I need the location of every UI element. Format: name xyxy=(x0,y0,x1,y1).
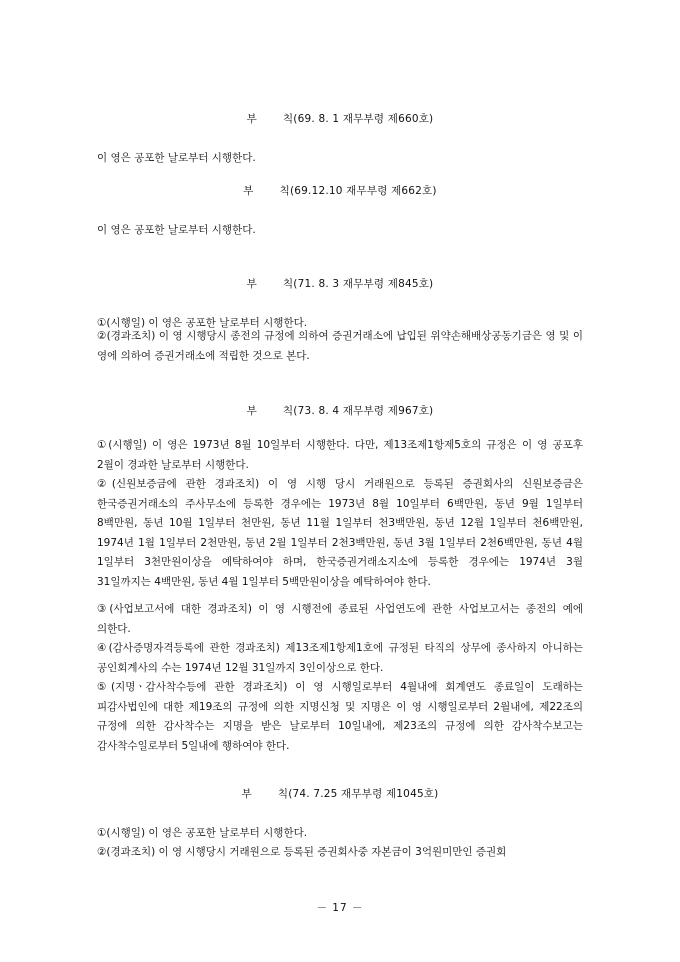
addenda-prefix: 부 xyxy=(241,788,252,800)
addenda-title: 칙(69.12.10 재무부령 제662호) xyxy=(279,185,437,197)
addenda-prefix: 부 xyxy=(246,113,257,125)
addenda-title: 칙(74. 7.25 재무부령 제1045호) xyxy=(277,788,439,800)
section-4-paragraph-1: ①(시행일) 이 영은 1973년 8월 10일부터 시행한다. 다만, 제13조제1항제5호의 규정은 이 영 공포후 2월이 경과한 날로부터 시행한다. xyxy=(97,439,583,471)
section-4-paragraph-2: ②(신원보증금에 관한 경과조치) 이 영 시행 당시 거래원으로 등록된 증권회사의 신원보증금은 한국증권거래소의 주사무소에 등록한 경우에는 1973년 8월 10일부터 6백만원, 동년 9월 1일부터 8백만원, 동년 10월 1일부터 천만원, 동년 11월 1일부터 천3백만원, 동년 12월 1일부터 천6백만원, 1974년 1월 1일부터 2천만원, 동년 2월 1일부터 2천3백만원, 동년 3월 1일부터 2천6백만원, 동년 4월 1일부터 3천만원이상을 예탁하여야 하며, 한국증권거래소지소에 등록한 경우에는 1974년 3월 31일까지는 4백만원, 동년 4월 1일부터 5백만원이상을 예탁하여야 한다. xyxy=(97,478,583,588)
addenda-title: 칙(71. 8. 3 재무부령 제845호) xyxy=(282,278,434,290)
addenda-heading-1 xyxy=(0,111,680,126)
page-number: － 17 － xyxy=(316,902,364,914)
section-3-paragraph-1: ①(시행일) 이 영은 공포한 날로부터 시행한다. xyxy=(97,317,308,329)
addenda-heading-3 xyxy=(0,276,680,291)
addenda-heading-4 xyxy=(0,403,680,418)
addenda-heading-5 xyxy=(0,786,680,801)
section-4-paragraph-5: ⑤(지명ㆍ감사착수등에 관한 경과조치) 이 영 시행일로부터 4월내에 회계연도 종료일이 도래하는 피감사법인에 대한 제19조의 규정에 의한 지명신청 및 지명은 이 영 시행일로부터 2월내에, 제22조의 규정에 의한 감사착수는 지명을 받은 날로부터 10일내에, 제23조의 규정에 의한 감사착수보고는 감사착수일로부터 5일내에 행하여야 한다. xyxy=(97,681,583,752)
section-1-paragraph-1: 이 영은 공포한 날로부터 시행한다. xyxy=(97,152,256,164)
addenda-heading-2 xyxy=(0,183,680,198)
addenda-prefix: 부 xyxy=(243,185,254,197)
addenda-title: 칙(73. 8. 4 재무부령 제967호) xyxy=(282,405,434,417)
addenda-prefix: 부 xyxy=(246,405,257,417)
section-4-paragraph-4: ④(감사증명자격등록에 관한 경과조치) 제13조제1항제1호에 규정된 타직의 상무에 종사하지 아니하는 공인회계사의 수는 1974년 12월 31일까지 3인이상으로 한다. xyxy=(97,642,583,674)
section-2-paragraph-1: 이 영은 공포한 날로부터 시행한다. xyxy=(97,224,256,236)
addenda-prefix: 부 xyxy=(246,278,257,290)
addenda-title: 칙(69. 8. 1 재무부령 제660호) xyxy=(282,113,434,125)
section-5-paragraph-1: ①(시행일) 이 영은 공포한 날로부터 시행한다. xyxy=(97,827,308,839)
section-4-paragraph-3: ③(사업보고서에 대한 경과조치) 이 영 시행전에 종료된 사업연도에 관한 사업보고서는 종전의 예에 의한다. xyxy=(97,603,583,635)
section-3-paragraph-2: ②(경과조치) 이 영 시행당시 종전의 규정에 의하여 증권거래소에 납입된 위약손해배상공동기금은 영 및 이 영에 의하여 증권거래소에 적립한 것으로 본다. xyxy=(97,330,583,362)
section-5-paragraph-2: ②(경과조치) 이 영 시행당시 거래원으로 등록된 증권회사중 자본금이 3억원미만인 증권회 xyxy=(97,846,507,858)
